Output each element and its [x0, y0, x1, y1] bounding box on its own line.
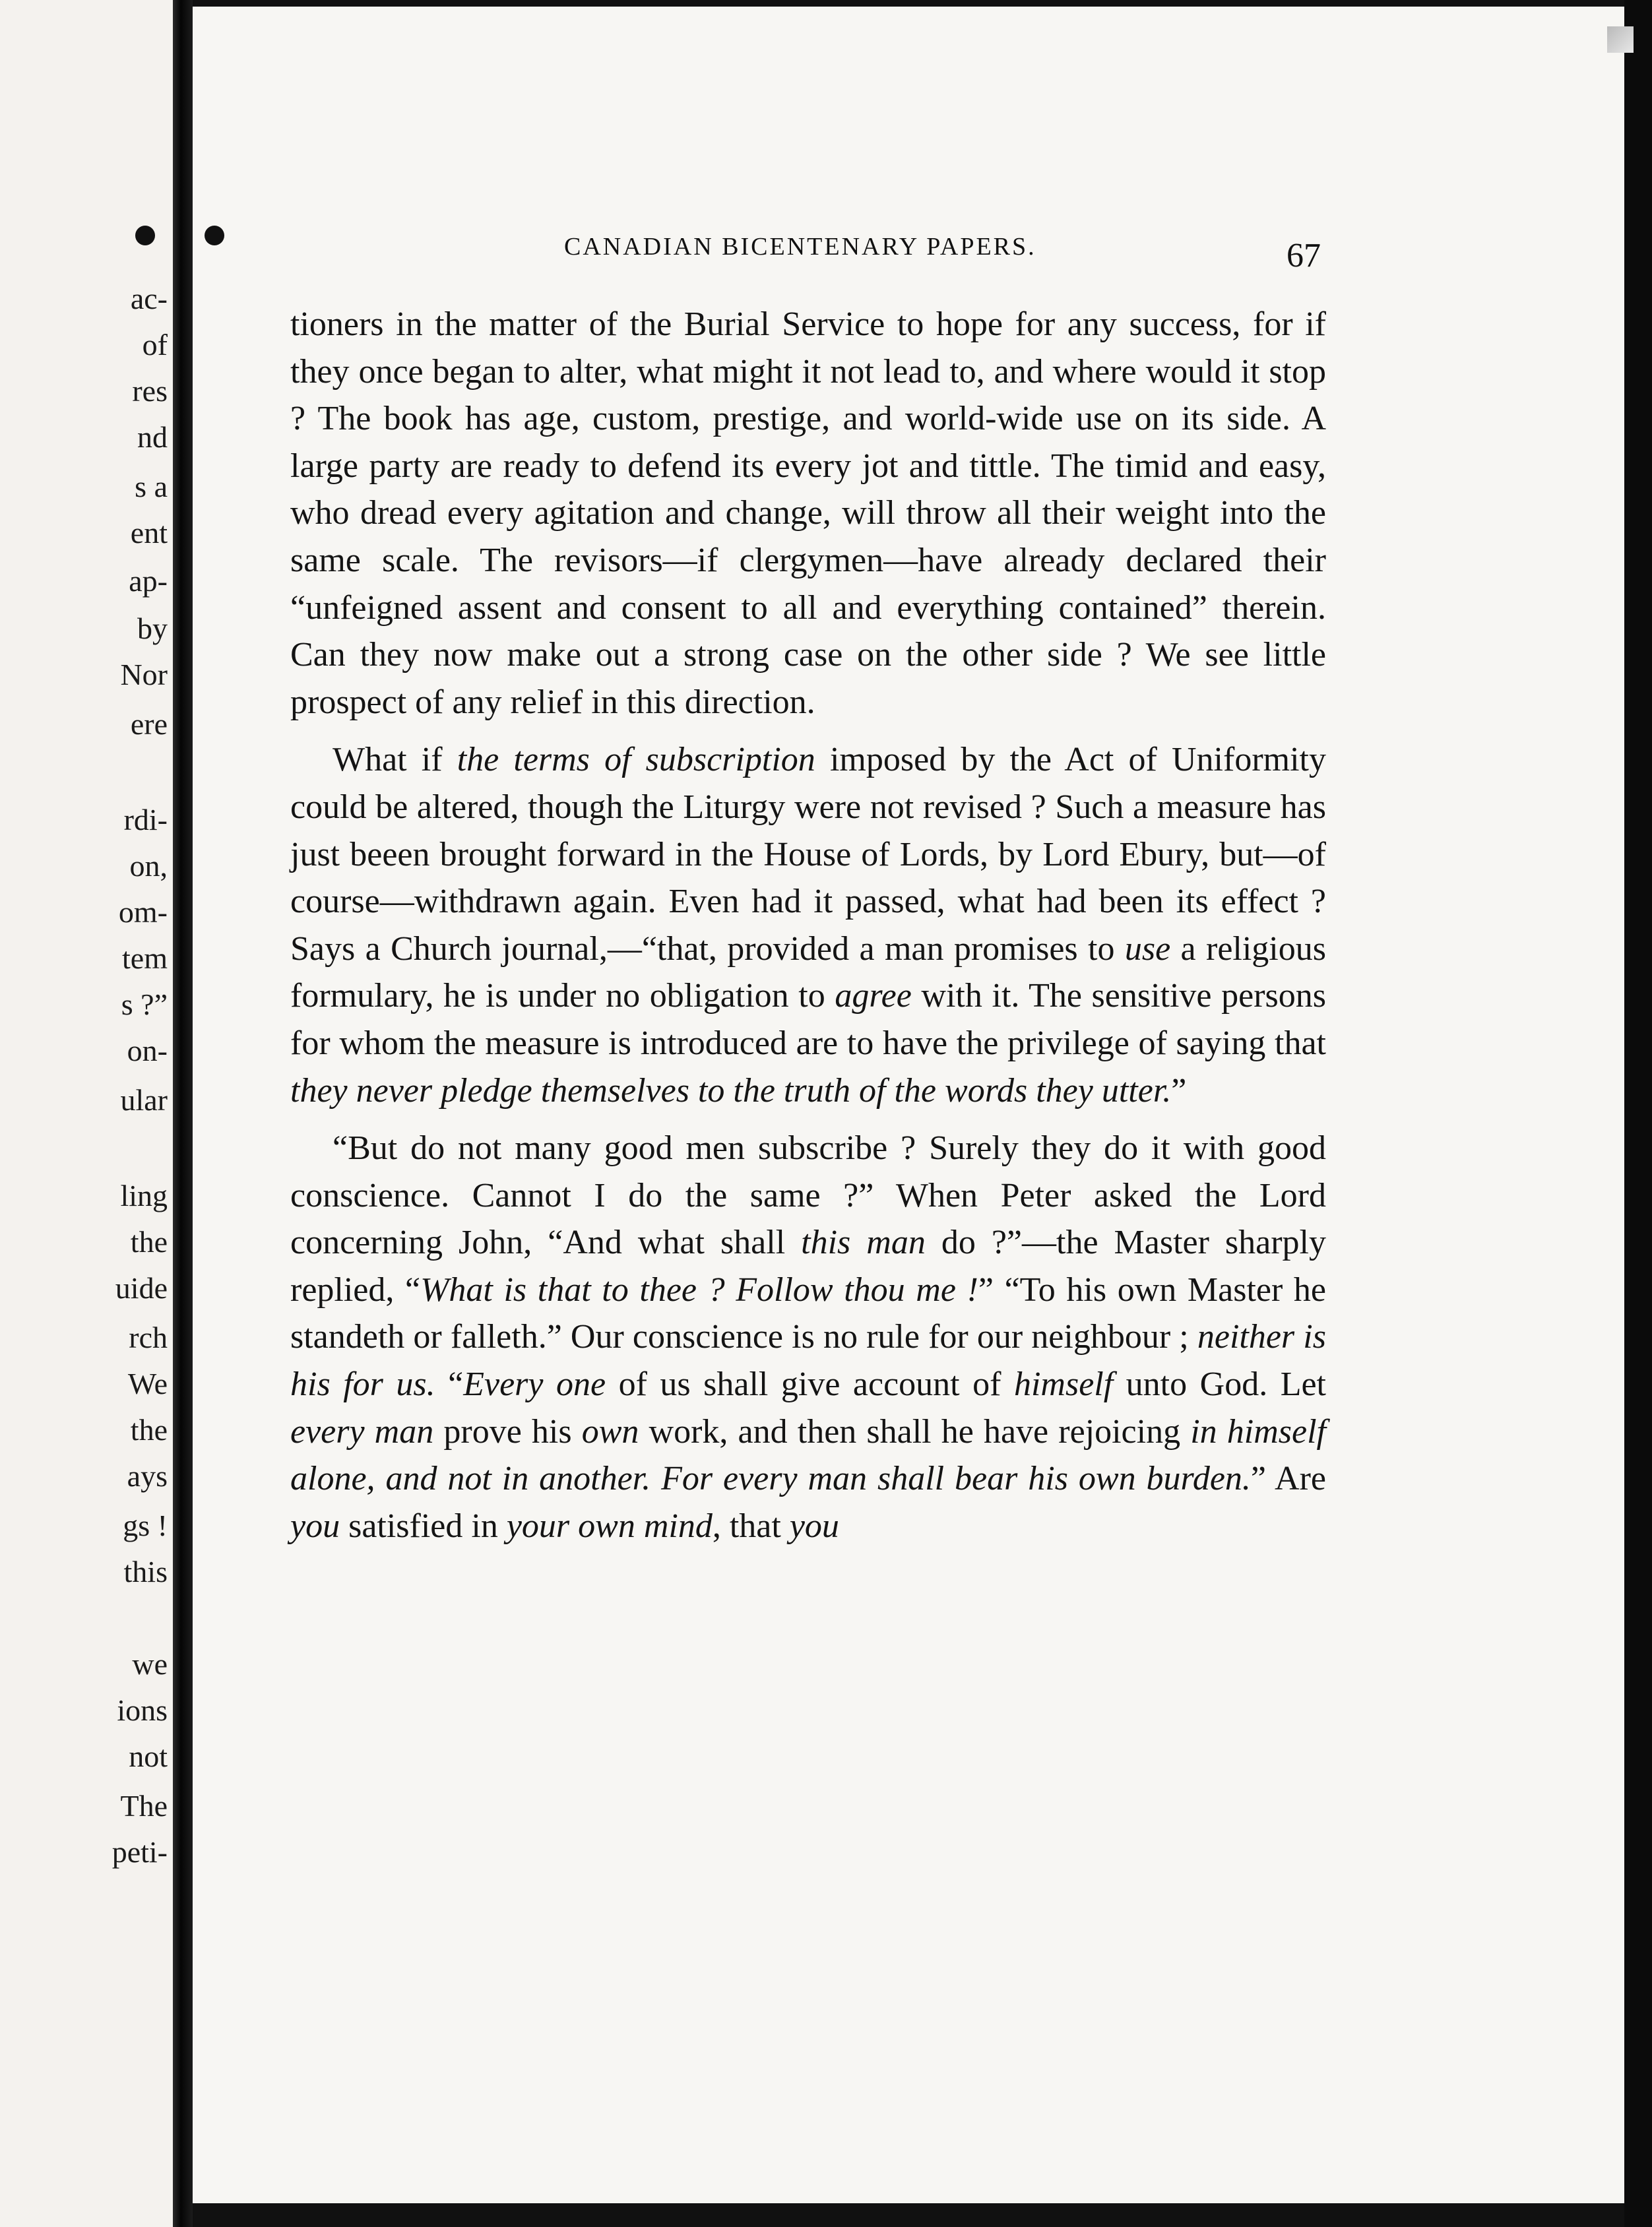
facing-page-line-fragment: We [127, 1367, 168, 1400]
text-run: prove his [433, 1412, 582, 1451]
facing-page-line-fragment: the [130, 1225, 168, 1259]
italic-text: every man [290, 1412, 434, 1451]
page-edge [1624, 0, 1652, 2227]
facing-page-line-fragment: ling [120, 1179, 168, 1212]
facing-page-line-fragment: The [120, 1789, 168, 1823]
italic-text: your own mind [506, 1507, 713, 1545]
facing-page-line-fragment: ays [127, 1459, 168, 1493]
paragraph [290, 1125, 1326, 1550]
page-number: 67 [1287, 237, 1321, 274]
facing-page-line-fragment: Nor [120, 658, 168, 691]
ornament-mark [135, 226, 155, 245]
italic-text: neither is his for us. [290, 1318, 1326, 1404]
paragraph [290, 736, 1326, 1114]
book-gutter [173, 0, 193, 2227]
facing-page-line-fragment: on- [127, 1034, 168, 1067]
italic-text: himself [1013, 1365, 1114, 1404]
text-run: ” [1171, 1071, 1187, 1110]
text-run: do ?”—the Master sharply replied, “ [290, 1224, 1326, 1309]
facing-page [0, 0, 173, 2227]
text-run: “But do not many good men subscribe ? Surely they do it with good conscience. Cannot I do the same ?” When Peter asked the Lord concerning John, “And what shall [290, 1129, 1326, 1262]
facing-page-line-fragment: ions [117, 1693, 168, 1727]
italic-text: Every one [463, 1365, 606, 1404]
text-run: unto God. Let [1113, 1365, 1326, 1404]
italic-text: own [581, 1412, 639, 1451]
facing-page-line-fragment: peti- [111, 1835, 168, 1869]
text-run: imposed by the Act of Uniformity could be altered, though the Liturgy were not revised ? Such a measure has just beeen brought forward in the House of Lords, by Lord Ebury, but—of course—withdrawn again. Even had it passed, what had been its effect ? Says a Church journal,—“that, provided a man promises to [290, 741, 1326, 968]
italic-text: you [290, 1507, 340, 1545]
facing-page-line-fragment: on, [129, 849, 168, 883]
italic-text: What is that to thee ? Follow thou me ! [420, 1270, 978, 1309]
italic-text: you [789, 1507, 839, 1545]
text-run: a religious formulary, he is under no obligation to [290, 929, 1326, 1015]
italic-text: the terms of subscription [457, 741, 815, 779]
body-text [290, 301, 1326, 1550]
facing-page-line-fragment: tem [122, 941, 168, 975]
paragraph [290, 301, 1326, 726]
facing-page-line-fragment: of [142, 328, 168, 361]
italic-text: this man [801, 1224, 926, 1262]
facing-page-line-fragment: s a [135, 470, 168, 503]
italic-text: use [1124, 929, 1171, 968]
facing-page-line-fragment: res [132, 374, 168, 408]
folded-corner [1607, 26, 1634, 53]
italic-text: in himself alone, and not in another. For every man shall bear his own burden. [290, 1412, 1327, 1498]
text-run: with it. The sensitive persons for whom the measure is introduced are to have the privilege of saying that [290, 977, 1326, 1062]
text-run: ” Are [1250, 1460, 1326, 1498]
facing-page-line-fragment: ac- [130, 282, 168, 315]
running-head: CANADIAN BICENTENARY PAPERS. [564, 233, 1036, 261]
facing-page-line-fragment: uide [115, 1271, 168, 1305]
facing-page-line-fragment: not [129, 1740, 168, 1773]
facing-page-line-fragment: gs ! [123, 1509, 168, 1542]
facing-page-line-fragment: s ?” [121, 988, 168, 1021]
facing-page-line-fragment: om- [118, 895, 168, 929]
text-run: of us shall give account of [606, 1365, 1014, 1404]
text-run: satisfied in [340, 1507, 507, 1545]
italic-text: they never pledge themselves to the truth of the words they utter. [290, 1071, 1172, 1110]
text-run: “ [435, 1365, 464, 1404]
text-run: work, and then shall he have rejoicing [639, 1412, 1191, 1451]
text-run: ” “To his own Master he standeth or falleth.” Our conscience is no rule for our neighbour ; [290, 1270, 1326, 1356]
facing-page-line-fragment: the [130, 1413, 168, 1447]
text-run: What if [333, 741, 457, 779]
ornament-mark [205, 226, 224, 245]
facing-page-line-fragment: ere [130, 707, 168, 741]
facing-page-line-fragment: we [132, 1647, 168, 1681]
facing-page-line-fragment: by [137, 612, 168, 645]
facing-page-line-fragment: nd [137, 420, 168, 454]
facing-page-line-fragment: this [123, 1555, 168, 1588]
italic-text: agree [835, 977, 912, 1015]
facing-page-line-fragment: ular [120, 1083, 168, 1117]
text-run: , that [712, 1507, 790, 1545]
facing-page-line-fragment: ap- [129, 564, 168, 598]
text-run: tioners in the matter of the Burial Service to hope for any success, for if they once began to alter, what might it not lead to, and where would it stop ? The book has age, custom, prestige, and world-wide use on its side. A large party are ready to defend its every jot and tittle. The timid and easy, who dread every agitation and change, will throw all their weight into the same scale. The revisors—if clergymen—have already declared their “unfeigned assent and consent to all and everything contained” therein. Can they now make out a strong case on the other side ? We see little prospect of any relief in this direction. [290, 305, 1326, 721]
facing-page-line-fragment: ent [130, 516, 168, 549]
facing-page-line-fragment: rdi- [123, 803, 168, 836]
facing-page-line-fragment: rch [129, 1321, 168, 1354]
